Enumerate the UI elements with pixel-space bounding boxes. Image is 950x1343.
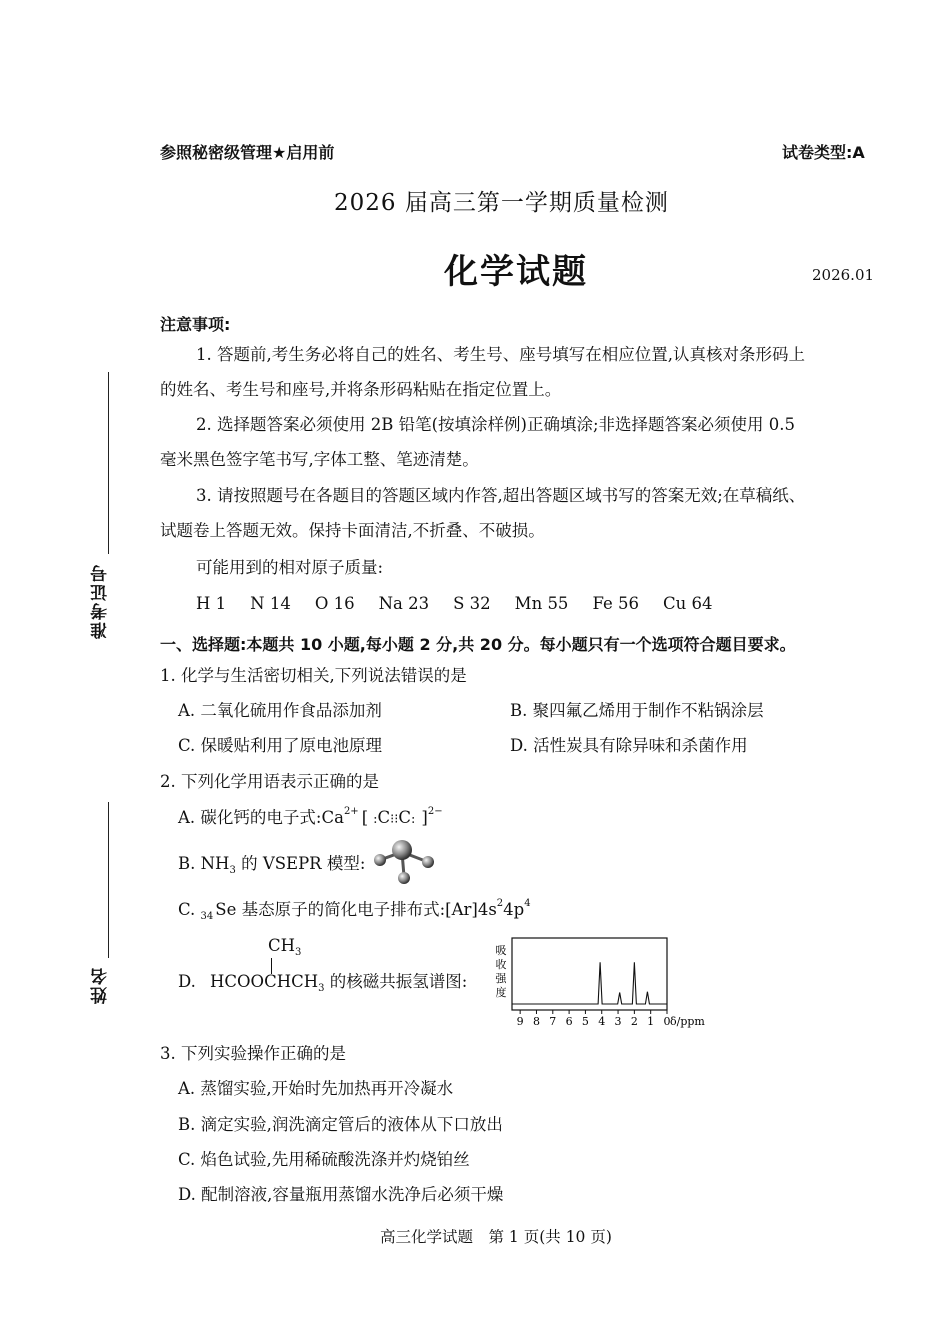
q2-a-bracket-close: ] xyxy=(421,808,428,827)
q2-a-lone-pair-1: : xyxy=(373,812,378,827)
q2-a-ca: Ca xyxy=(321,808,344,827)
q2-d-formula-text: HCOOCHCH xyxy=(210,972,319,991)
spectrum-x-tick-label: 3 xyxy=(614,1015,622,1028)
q2-a-c1: C xyxy=(377,808,391,827)
q2-a-triple-pair: ⁝⁝ xyxy=(390,812,399,827)
q2-a-anion-charge: 2− xyxy=(427,806,443,817)
q2-c-prefix: C. xyxy=(178,900,201,919)
atomic-mass-fe: Fe 56 xyxy=(592,594,639,613)
q3-option-d: D. 配制溶液,容量瓶用蒸馏水洗净后必须干燥 xyxy=(178,1185,504,1204)
q2-b-prefix: B. NH xyxy=(178,854,230,873)
spectrum-x-unit: δ/ppm xyxy=(670,1015,705,1028)
q2-a-ca-charge: 2+ xyxy=(343,806,359,817)
q2-option-a xyxy=(178,806,443,827)
q1-option-d: D. 活性炭具有除异味和杀菌作用 xyxy=(510,736,748,755)
paper-type-label: 试卷类型:A xyxy=(782,143,865,162)
spectrum-x-tick-label: 2 xyxy=(630,1015,638,1028)
exam-subtitle: 2026 届高三第一学期质量检测 xyxy=(334,190,669,216)
spectrum-x-tick-label: 7 xyxy=(549,1015,557,1028)
q3-option-b: B. 滴定实验,润洗滴定管后的液体从下口放出 xyxy=(178,1115,503,1134)
q2-d-branch-ch: CH xyxy=(268,936,296,955)
atomic-mass-o: O 16 xyxy=(314,594,355,613)
atomic-mass-mn: Mn 55 xyxy=(514,594,569,613)
q2-d-suffix: 的核磁共振氢谱图: xyxy=(324,972,468,991)
q1-stem: 1. 化学与生活密切相关,下列说法错误的是 xyxy=(160,666,467,685)
atomic-mass-s: S 32 xyxy=(453,594,491,613)
spectrum-x-tick-label: 5 xyxy=(581,1015,589,1028)
q2-option-b xyxy=(178,854,366,876)
q2-a-text: A. 碳化钙的电子式: xyxy=(178,808,322,827)
note-1-line-2: 的姓名、考生号和座号,并将条形码粘贴在指定位置上。 xyxy=(160,380,562,399)
atomic-mass-label: 可能用到的相对原子质量: xyxy=(196,558,384,577)
spectrum-x-tick-label: 9 xyxy=(516,1015,524,1028)
q2-option-c xyxy=(178,898,531,922)
notes-heading: 注意事项: xyxy=(160,315,231,334)
q3-stem: 3. 下列实验操作正确的是 xyxy=(160,1044,346,1063)
name-label: 姓名 xyxy=(91,966,111,1004)
page-title: 化学试题 xyxy=(444,252,588,292)
vsepr-model-image xyxy=(370,838,440,888)
confidential-label: 参照秘密级管理★启用前 xyxy=(160,143,335,162)
q2-option-d-label: D. xyxy=(178,972,196,991)
exam-date: 2026.01 xyxy=(812,266,875,284)
note-3-line-1: 3. 请按照题号在各题目的答题区域内作答,超出答题区域书写的答案无效;在草稿纸、 xyxy=(196,486,806,505)
q2-d-formula xyxy=(210,972,468,994)
spectrum-x-tick-label: 4 xyxy=(598,1015,606,1028)
q2-stem: 2. 下列化学用语表示正确的是 xyxy=(160,772,379,791)
spectrum-x-tick-label: 0 xyxy=(663,1015,671,1028)
atomic-mass-cu: Cu 64 xyxy=(663,594,713,613)
name-line xyxy=(108,802,109,958)
q2-a-lone-pair-2: : xyxy=(411,812,416,827)
q3-option-a: A. 蒸馏实验,开始时先加热再开冷凝水 xyxy=(178,1079,454,1098)
atomic-mass-list xyxy=(196,596,737,613)
q2-b-suffix: 的 VSEPR 模型: xyxy=(235,854,366,873)
nmr-spectrum-chart xyxy=(492,934,722,1034)
exam-id-label: 准考证号 xyxy=(91,563,111,639)
spectrum-x-tick-label: 6 xyxy=(565,1015,573,1028)
spectrum-ylabel-2: 收 xyxy=(495,958,507,971)
q2-d-branch-sub: 3 xyxy=(295,947,302,958)
q2-d-formula-sub: 3 xyxy=(318,983,325,994)
atomic-mass-na: Na 23 xyxy=(378,594,430,613)
q2-c-sup-2: 4 xyxy=(524,898,531,909)
spectrum-x-tick-label: 1 xyxy=(647,1015,655,1028)
note-3-line-2: 试题卷上答题无效。保持卡面清洁,不折叠、不破损。 xyxy=(160,521,545,540)
page-footer: 高三化学试题 第 1 页(共 10 页) xyxy=(380,1228,612,1246)
q2-c-sup-1: 2 xyxy=(496,898,504,909)
section-1-heading: 一、选择题:本题共 10 小题,每小题 2 分,共 20 分。每小题只有一个选项符合题目要求。 xyxy=(160,635,796,654)
q2-d-branch xyxy=(268,936,302,958)
q1-option-c: C. 保暖贴利用了原电池原理 xyxy=(178,736,383,755)
note-2-line-2: 毫米黑色签字笔书写,字体工整、笔迹清楚。 xyxy=(160,450,479,469)
q3-option-c: C. 焰色试验,先用稀硫酸洗涤并灼烧铂丝 xyxy=(178,1150,470,1169)
q1-option-a: A. 二氧化硫用作食品添加剂 xyxy=(178,701,382,720)
atomic-mass-h: H 1 xyxy=(196,594,227,613)
q2-c-atomic-number: 34 xyxy=(200,911,214,922)
spectrum-trace xyxy=(512,962,667,1004)
q2-a-c2: C xyxy=(398,808,412,827)
spectrum-ylabel-3: 强 xyxy=(495,972,507,985)
q2-c-config-2: 4p xyxy=(503,900,525,919)
q2-b-sub: 3 xyxy=(229,865,236,876)
q1-option-b: B. 聚四氟乙烯用于制作不粘锅涂层 xyxy=(510,701,764,720)
spectrum-x-tick-label: 8 xyxy=(532,1015,540,1028)
note-1-line-1: 1. 答题前,考生务必将自己的姓名、考生号、座号填写在相应位置,认真核对条形码上 xyxy=(196,345,805,364)
note-2-line-1: 2. 选择题答案必须使用 2B 铅笔(按填涂样例)正确填涂;非选择题答案必须使用 0.5 xyxy=(196,415,796,434)
spectrum-ylabel-1: 吸 xyxy=(495,944,507,957)
spectrum-frame xyxy=(512,938,667,1010)
q2-a-bracket-open: [ xyxy=(361,808,369,827)
exam-id-line xyxy=(108,372,109,554)
q2-c-config: Se 基态原子的简化电子排布式:[Ar]4s xyxy=(215,900,497,919)
atomic-mass-n: N 14 xyxy=(250,594,291,613)
spectrum-ylabel-4: 度 xyxy=(495,986,507,999)
